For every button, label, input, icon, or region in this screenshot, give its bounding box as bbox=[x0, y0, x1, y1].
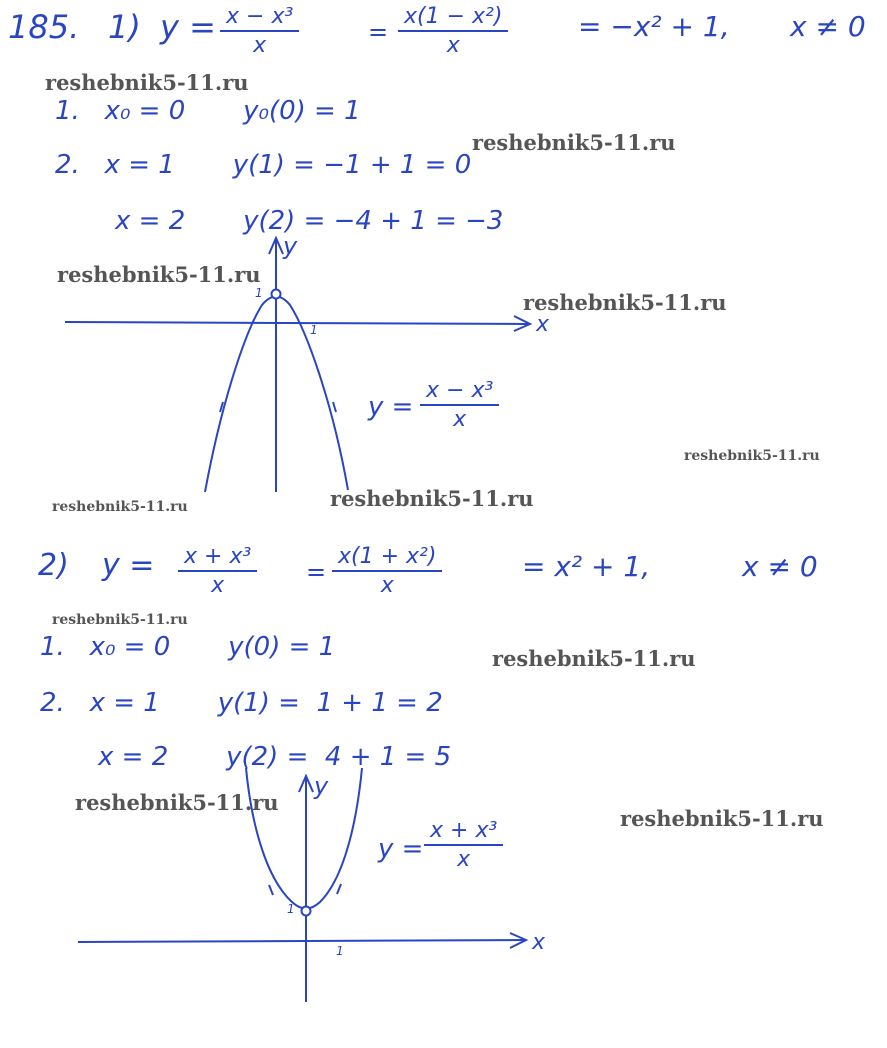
watermark: reshebnik5-11.ru bbox=[492, 646, 696, 671]
part2-x-axis bbox=[78, 940, 525, 942]
part2-equals: = bbox=[306, 558, 327, 586]
part1-frac1-denominator: x bbox=[253, 33, 267, 58]
part2-frac2-numerator: x(1 + x²) bbox=[332, 544, 442, 572]
part2-condition: x ≠ 0 bbox=[742, 550, 818, 583]
part1-x-axis-label: x bbox=[536, 312, 550, 337]
part1-tick-y-1: 1 bbox=[255, 286, 263, 300]
part2-result: = x² + 1, bbox=[522, 550, 651, 583]
part1-y-equals: y = bbox=[160, 8, 216, 46]
part2-tick-y-1: 1 bbox=[287, 902, 295, 916]
part2-y-equals: y = bbox=[102, 548, 155, 583]
part2-curve-tick bbox=[337, 884, 341, 894]
watermark: reshebnik5-11.ru bbox=[330, 486, 534, 511]
part2-func-fraction bbox=[424, 818, 503, 872]
part1-frac2-numerator: x(1 − x²) bbox=[398, 4, 508, 32]
part1-step-3: x = 2 y(2) = −4 + 1 = −3 bbox=[115, 206, 504, 236]
part2-frac1-denominator: x bbox=[211, 573, 225, 598]
part1-y-axis-label: y bbox=[283, 232, 298, 260]
part2-x-axis-label: x bbox=[532, 930, 546, 955]
part1-frac1-numerator: x − x³ bbox=[220, 4, 299, 32]
part2-tick-x-1: 1 bbox=[336, 944, 344, 958]
part1-step-2: 2. x = 1 y(1) = −1 + 1 = 0 bbox=[55, 150, 472, 180]
problem-number: 185. bbox=[8, 8, 80, 46]
part2-step-1: 1. x₀ = 0 y(0) = 1 bbox=[40, 632, 336, 662]
part1-result: = −x² + 1, bbox=[578, 10, 730, 43]
watermark: reshebnik5-11.ru bbox=[472, 130, 676, 155]
watermark: reshebnik5-11.ru bbox=[684, 448, 820, 464]
part2-step-2: 2. x = 1 y(1) = 1 + 1 = 2 bbox=[40, 688, 443, 718]
watermark: reshebnik5-11.ru bbox=[45, 70, 249, 95]
watermark: reshebnik5-11.ru bbox=[57, 262, 261, 287]
part1-func-numerator: x − x³ bbox=[420, 378, 499, 406]
part1-frac2-denominator: x bbox=[446, 33, 460, 58]
part1-tick-x-1: 1 bbox=[310, 323, 318, 337]
part2-step-3: x = 2 y(2) = 4 + 1 = 5 bbox=[98, 742, 452, 772]
part2-curve-tick bbox=[269, 885, 273, 895]
part2-func-prefix: y = bbox=[378, 834, 424, 864]
watermark: reshebnik5-11.ru bbox=[620, 806, 824, 831]
part2-func-numerator: x + x³ bbox=[424, 818, 503, 846]
part2-frac2-denominator: x bbox=[380, 573, 394, 598]
watermark: reshebnik5-11.ru bbox=[523, 290, 727, 315]
part2-punctured-point bbox=[302, 907, 311, 916]
part2-func-denominator: x bbox=[457, 847, 471, 872]
part2-frac1-numerator: x + x³ bbox=[178, 544, 257, 572]
watermark: reshebnik5-11.ru bbox=[52, 612, 188, 628]
part1-step-1: 1. x₀ = 0 y₀(0) = 1 bbox=[55, 96, 361, 126]
watermark: reshebnik5-11.ru bbox=[52, 499, 188, 515]
part1-condition: x ≠ 0 bbox=[790, 10, 866, 43]
part1-label: 1) bbox=[108, 8, 141, 46]
part1-equals: = bbox=[368, 18, 389, 46]
part2-y-axis-label: y bbox=[314, 772, 329, 800]
part2-label: 2) bbox=[38, 548, 69, 583]
part1-func-denominator: x bbox=[453, 407, 467, 432]
watermark: reshebnik5-11.ru bbox=[75, 790, 279, 815]
part1-func-prefix: y = bbox=[368, 392, 414, 422]
